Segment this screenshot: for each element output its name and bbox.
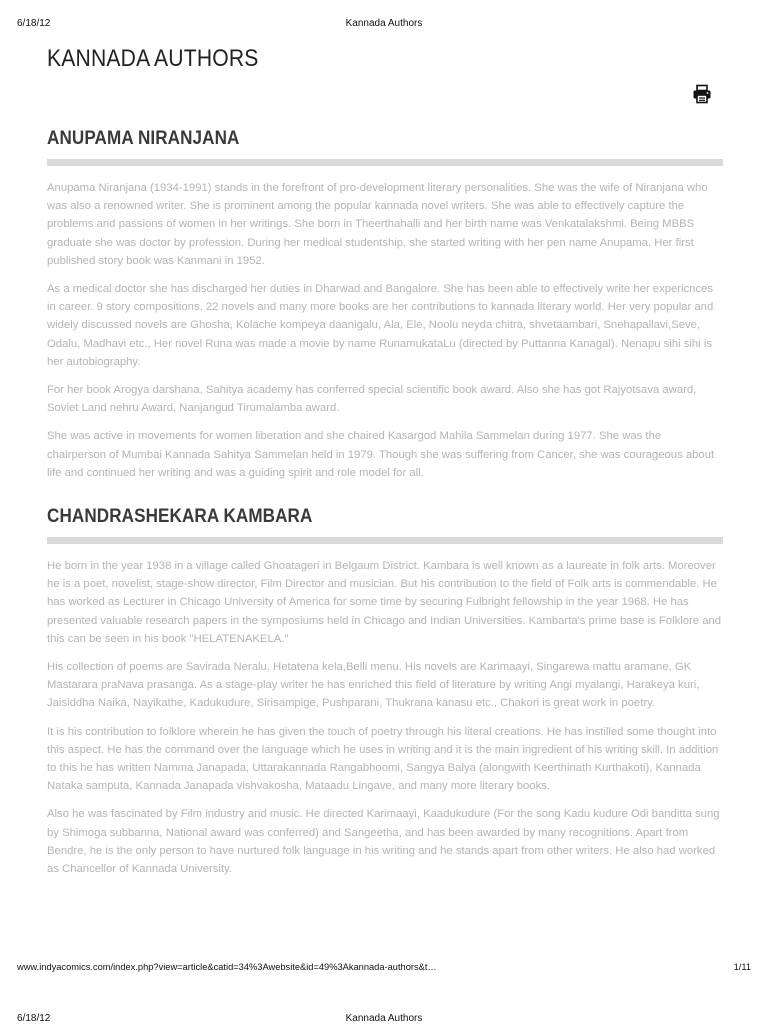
article-paragraph: She was active in movements for women liberation and she chaired Kasargod Mahila Sammelan during 1977. She was the chairperson of Mumbai Kannada Sahitya Sammelan held in 1979. Though she was suffering from Cancer, she was courageous about life and continued her writing and was a guiding spirit and role model for all. [47, 430, 715, 479]
print-page-title: Kannada Authors [345, 18, 423, 29]
print-button[interactable] [692, 84, 712, 104]
article-paragraph: His collection of poems are Savirada Neralu, Hetatena kela,Belli menu. His novels are Karimaayi, Singarewa mattu aramane, GK Mastarara praNava prasanga. As a stage-play writer he has enriched this field of literature by writing Angi myalangi, Harakeya kuri, Jaisiddha Naika, Nayikathe, Kadukudure, Sirisampige, Pushparani, Thukrana kanasu etc., Chakori is great work in poetry. [47, 661, 700, 710]
page-number: 1/11 [733, 962, 751, 972]
article-anupama [47, 128, 723, 482]
site-title: KANNADA AUTHORS [47, 45, 259, 72]
print-page-title: Kannada Authors [345, 1013, 423, 1024]
print-date: 6/18/12 [17, 18, 51, 29]
article-paragraph: Anupama Niranjana (1934-1991) stands in the forefront of pro-development literary personalities. She was the wife of Niranjana who was also a renowned writer. She is prominent among the popular kannada novel writers. She was able to effectively capture the problems and passions of women in her writings. She born in Theerthahalli and her birth name was Venkatalakshmi. Being MBBS graduate she was doctor by profession. During her medical studentship, she started writing with her pen name Anupama. Her first published story book was Kanmani in 1952. [47, 182, 708, 267]
article-paragraph: He born in the year 1938 in a village called Ghoatageri in Belgaum District. Kambara is well known as a laureate in folk arts. Moreover he is a poet, novelist, stage-show director, Film Director and musician. But his contribution to the field of Folk arts is commendable. He has worked as Lecturer in Chicago University of America for some time by securing Fulbright fellowship in the year 1968. He has presented valuable research papers in the symposiums held in Chicago and Indian Universities. Kambarta's prime base is Folklore and this can be seen in his book "HELATENAKELA." [47, 560, 722, 645]
article-paragraph: For her book Arogya darshana, Sahitya academy has conferred special scientific book award. Also she has got Rajyotsava award, Soviet Land nehru Award, Nanjangud Tirumalamba award. [47, 384, 697, 415]
article-paragraph: As a medical doctor she has discharged her duties in Dharwad and Bangalore. She has been able to effectively write her expericnces in career. 9 story compositions, 22 novels and many more books are her contributions to kannada literary world. Her very popular and widely discussed novels are Ghosha, Kolache kompeya daanigalu, Ala, Ele, Noolu neyda chitra, shvetaambari, Snehapallavi,Seve, Odalu, Madhavi etc., Her novel Runa was made a movie by name RunamukataLu (directed by Puttanna Kanagal). Nenapu sihi sihi is her autobiography. [47, 283, 714, 368]
article-paragraph: Also he was fascinated by Film industry and music. He directed Karimaayi, Kaadukudure (For the song Kadu kudure Odi banditta sung by Shimoga subbanna, National award was conferred) and Sangeetha, and has been awarded by many recognitions. Apart from Bendre, he is the only person to have nurtured folk language in his writing and he stands apart from other writers. He also had worked as Chancellor of Kannada University. [47, 808, 720, 876]
print-date: 6/18/12 [17, 1013, 51, 1024]
title-divider [47, 537, 723, 544]
article-title: ANUPAMA NIRANJANA [47, 128, 240, 149]
source-url: www.indyacomics.com/index.php?view=article&catid=34%3Awebsite&id=49%3Akannada-authors&t… [17, 962, 437, 972]
printer-icon [692, 84, 712, 104]
article-title: CHANDRASHEKARA KAMBARA [47, 506, 313, 527]
print-header [17, 18, 751, 32]
next-page-header [17, 1013, 751, 1027]
article-kambara [47, 506, 723, 878]
title-divider [47, 159, 723, 166]
print-footer [17, 962, 751, 976]
article-paragraph: It is his contribution to folklore wherein he has given the touch of poetry through his literal creations. He has instilled some thought into this aspect. He has the command over the language which he uses in writing and it is the main ingredient of his writing skill. In addition to this he has written Namma Janapada, Uttarakannada Rangabhoomi, Sangya Balya (alongwith Keerthinath Kurthakoti), Kannada Nataka samputa, Kannada Janapada vishvakosha, Mataadu Lingave, and many more literary books. [47, 725, 719, 793]
